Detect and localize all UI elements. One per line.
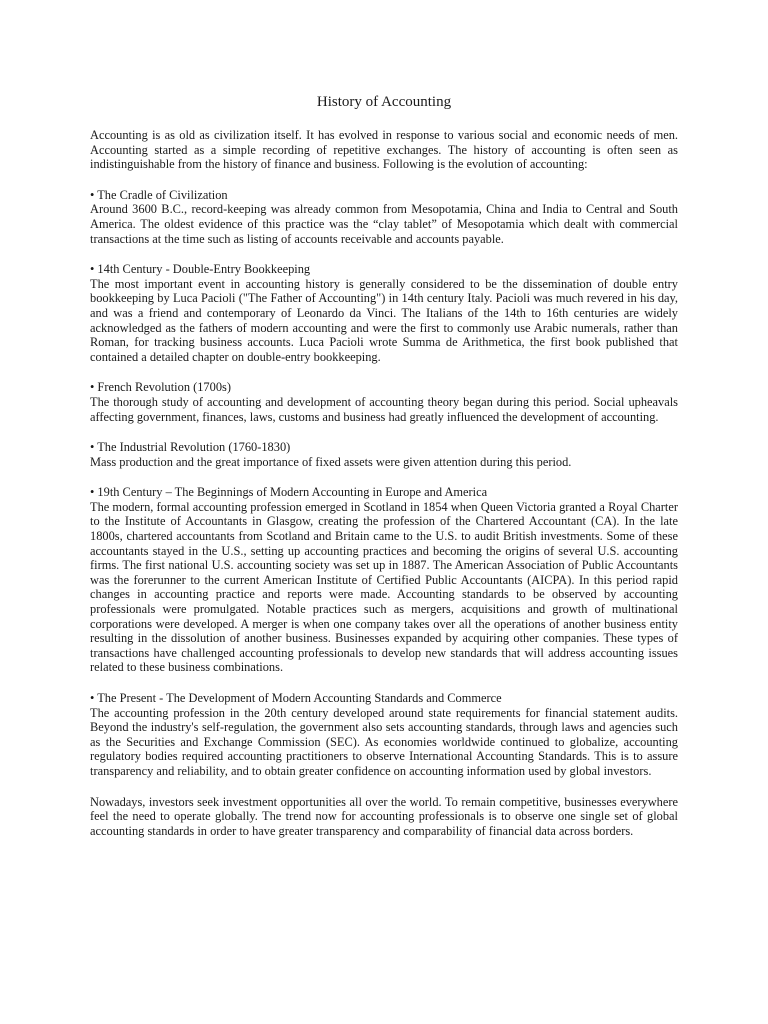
section-body: The most important event in accounting history is generally considered to be the dissemination of double entry bookkeeping by Luca Pacioli ("The Father of Accounting") in 14th century Italy. Pacioli was much revered in his day, and was a friend and contemporary of Leonardo da Vinci. The Italians of the 14th to 16th centuries are widely acknowledged as the fathers of modern accounting and were the first to commonly use Arabic numerals, rather than Roman, for tracking business accounts. Luca Pacioli wrote Summa de Arithmetica, the first book published that contained a detailed chapter on double-entry bookkeeping. (90, 276, 678, 364)
section-heading: • The Present - The Development of Modern Accounting Standards and Commerce (90, 691, 502, 705)
section-14th-century (90, 262, 678, 364)
section-heading: • 14th Century - Double-Entry Bookkeeping (90, 262, 311, 277)
section-cradle-of-civilization (90, 188, 678, 246)
document-page (90, 92, 678, 854)
document-title: History of Accounting (316, 94, 452, 110)
section-body: Mass production and the great importance of fixed assets were given attention during this period. (90, 454, 572, 469)
section-heading: • The Cradle of Civilization (90, 187, 228, 202)
section-heading: • French Revolution (1700s) (90, 380, 231, 395)
section-body: The modern, formal accounting profession emerged in Scotland in 1854 when Queen Victoria granted a Royal Charter to the Institute of Accountants in Glasgow, creating the profession of the Chartered Accountant (CA). In the late 1800s, chartered accountants from Scotland and Britain came to the U.S. to audit British investments. Some of these accountants stayed in the U.S., setting up accounting practices and becoming the origins of several U.S. accounting firms. The first national U.S. accounting society was set up in 1887. The American Association of Public Accountants was the forerunner to the current American Institute of Certified Public Accountants (AICPA). In this period rapid changes in accounting practice and reports were made. Accounting standards to be observed by accounting professionals were promulgated. Notable practices such as mergers, acquisitions and growth of multinational corporations were developed. A merger is when one company takes over all the operations of another business entity resulting in the dissolution of another business. Businesses expanded by acquiring other companies. These types of transactions have challenged accounting professionals to develop new standards that will address accounting issues related to these business combinations. (90, 499, 678, 675)
section-industrial-revolution (90, 440, 678, 469)
section-body: The accounting profession in the 20th century developed around state requirements for financial statement audits. Beyond the industry's self-regulation, the government also sets accounting standards, through laws and agencies such as the Securities and Exchange Commission (SEC). As economies worldwide continued to globalize, accounting regulatory bodies required accounting practitioners to observe International Accounting Standards. This is to assure transparency and reliability, and to obtain greater confidence on accounting information used by global investors. (90, 705, 678, 778)
section-heading: • 19th Century – The Beginnings of Modern Accounting in Europe and America (90, 485, 488, 500)
section-body: The thorough study of accounting and development of accounting theory began during this period. Social upheavals affecting government, finances, laws, customs and business had greatly influenced the development of accounting. (90, 394, 678, 424)
section-body: Around 3600 B.C., record-keeping was already common from Mesopotamia, China and India to Central and South America. The oldest evidence of this practice was the “clay tablet” of Mesopotamia which dealt with commercial transactions at the time such as listing of accounts receivable and accounts payable. (90, 202, 678, 246)
section-heading: • The Industrial Revolution (1760-1830) (90, 440, 291, 455)
closing-paragraph: Nowadays, investors seek investment opportunities all over the world. To remain competitive, businesses everywhere feel the need to operate globally. The trend now for accounting professionals is to observe one single set of global accounting standards in order to have greater transparency and comparability of financial data across borders. (90, 794, 678, 838)
section-19th-century (90, 485, 678, 675)
intro-paragraph: Accounting is as old as civilization itself. It has evolved in response to various social and economic needs of men. Accounting started as a simple recording of repetitive exchanges. The history of accounting is often seen as indistinguishable from the history of finance and business. Following is the evolution of accounting: (90, 128, 678, 172)
section-the-present (90, 691, 678, 779)
section-french-revolution (90, 380, 678, 424)
